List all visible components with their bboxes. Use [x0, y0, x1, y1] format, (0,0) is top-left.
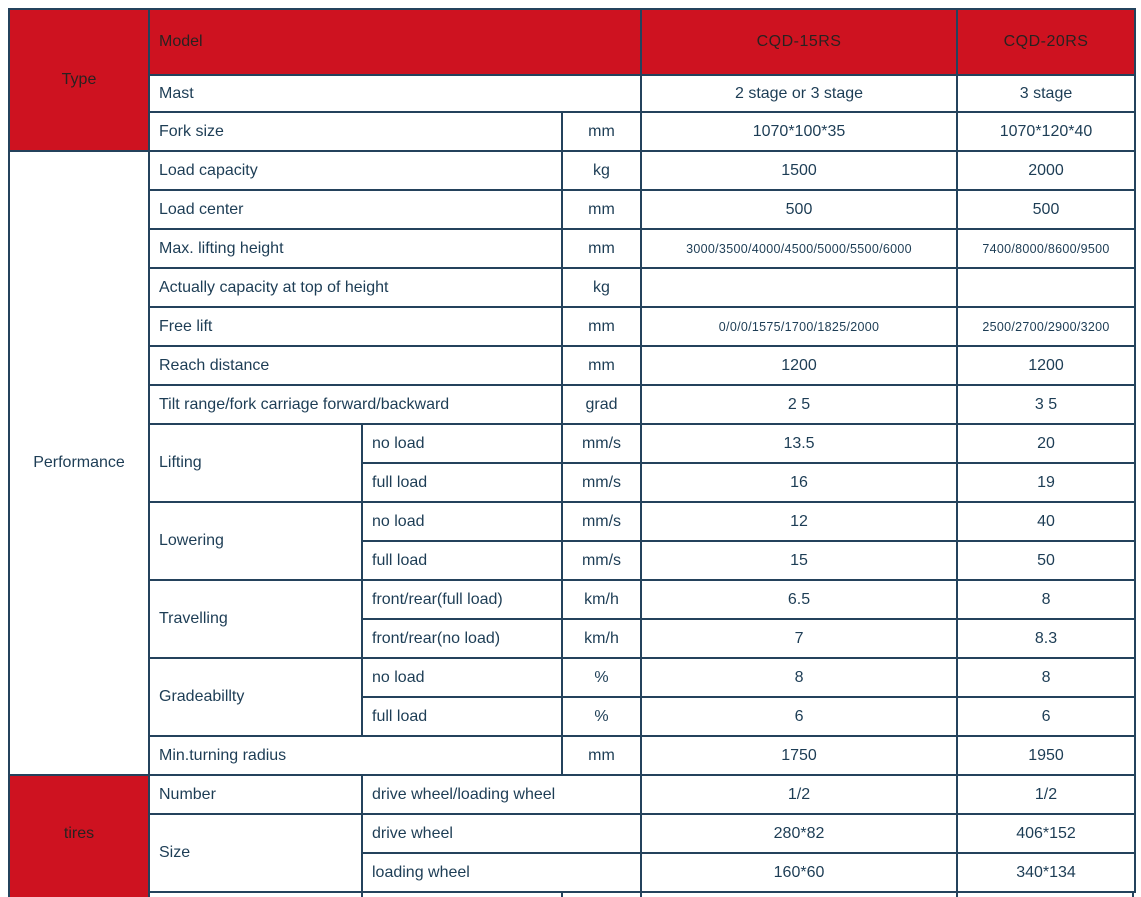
table-row — [9, 9, 1135, 75]
grid-line-stub — [361, 891, 363, 897]
table-row — [9, 775, 1135, 814]
table-row — [9, 658, 1135, 697]
cell-load-capacity-label: Load capacity — [149, 151, 562, 190]
cell-mast-v1: 2 stage or 3 stage — [641, 75, 957, 112]
cell-max-lifting-height-v1: 3000/3500/4000/4500/5000/5500/6000 — [641, 229, 957, 268]
cell-mast-label: Mast — [149, 75, 641, 112]
cell-reach-distance-v2: 1200 — [957, 346, 1135, 385]
cell-gradeability-no-load-label: no load — [362, 658, 562, 697]
cell-load-center-v1: 500 — [641, 190, 957, 229]
table-row — [9, 229, 1135, 268]
cell-lifting-full-load-v1: 16 — [641, 463, 957, 502]
cell-actual-capacity-label: Actually capacity at top of height — [149, 268, 562, 307]
table-row — [9, 385, 1135, 424]
cell-min-turning-radius-v1: 1750 — [641, 736, 957, 775]
cell-load-center-label: Load center — [149, 190, 562, 229]
spec-table — [8, 8, 1136, 893]
cell-free-lift-unit: mm — [562, 307, 641, 346]
cell-size-loading-wheel-label: loading wheel — [362, 853, 641, 892]
cell-fork-size-unit: mm — [562, 112, 641, 151]
grid-line-stub — [640, 891, 642, 897]
cell-min-turning-radius-v2: 1950 — [957, 736, 1135, 775]
table-row — [9, 112, 1135, 151]
cell-tilt-range-unit: grad — [562, 385, 641, 424]
cell-travelling-no-load-unit: km/h — [562, 619, 641, 658]
grid-line-stub — [561, 891, 563, 897]
cell-load-capacity-unit: kg — [562, 151, 641, 190]
cell-lowering-full-load-v1: 15 — [641, 541, 957, 580]
table-row — [9, 307, 1135, 346]
cell-free-lift-label: Free lift — [149, 307, 562, 346]
cell-load-capacity-v2: 2000 — [957, 151, 1135, 190]
cell-tilt-range-label: Tilt range/fork carriage forward/backward — [149, 385, 562, 424]
cell-fork-size-v2: 1070*120*40 — [957, 112, 1135, 151]
cell-lowering-full-load-unit: mm/s — [562, 541, 641, 580]
cell-travelling-full-load-v1: 6.5 — [641, 580, 957, 619]
cell-gradeability-no-load-v1: 8 — [641, 658, 957, 697]
cell-gradeability-no-load-unit: % — [562, 658, 641, 697]
cell-model-cqd15rs: CQD-15RS — [641, 9, 957, 75]
cell-lifting-no-load-v1: 13.5 — [641, 424, 957, 463]
cell-travelling-no-load-label: front/rear(no load) — [362, 619, 562, 658]
cell-group-performance: Performance — [9, 151, 149, 775]
cell-lifting-no-load-label: no load — [362, 424, 562, 463]
cell-load-center-v2: 500 — [957, 190, 1135, 229]
grid-line-stub — [1132, 891, 1134, 897]
cell-gradeability-full-load-unit: % — [562, 697, 641, 736]
cell-travelling-full-load-unit: km/h — [562, 580, 641, 619]
cell-lowering-label: Lowering — [149, 502, 362, 580]
cell-lifting-no-load-unit: mm/s — [562, 424, 641, 463]
grid-line-stub — [148, 891, 150, 897]
cell-travelling-full-load-v2: 8 — [957, 580, 1135, 619]
cell-lifting-full-load-unit: mm/s — [562, 463, 641, 502]
cell-lowering-no-load-v1: 12 — [641, 502, 957, 541]
cell-lifting-label: Lifting — [149, 424, 362, 502]
table-row — [9, 268, 1135, 307]
cell-lowering-no-load-label: no load — [362, 502, 562, 541]
cell-size-loading-wheel-v1: 160*60 — [641, 853, 957, 892]
cell-travelling-no-load-v1: 7 — [641, 619, 957, 658]
cell-load-capacity-v1: 1500 — [641, 151, 957, 190]
cell-travelling-full-load-label: front/rear(full load) — [362, 580, 562, 619]
cell-load-center-unit: mm — [562, 190, 641, 229]
cell-model-cqd20rs: CQD-20RS — [957, 9, 1135, 75]
cell-model-label: Model — [149, 9, 641, 75]
cell-number-sub-label: drive wheel/loading wheel — [362, 775, 641, 814]
cell-number-label: Number — [149, 775, 362, 814]
cell-number-v1: 1/2 — [641, 775, 957, 814]
cell-number-v2: 1/2 — [957, 775, 1135, 814]
table-row — [9, 736, 1135, 775]
cell-tilt-range-v1: 2 5 — [641, 385, 957, 424]
cell-free-lift-v1: 0/0/0/1575/1700/1825/2000 — [641, 307, 957, 346]
cell-actual-capacity-v2 — [957, 268, 1135, 307]
cell-lowering-full-load-v2: 50 — [957, 541, 1135, 580]
tires-cell-crop — [8, 891, 150, 897]
cropped-next-row — [8, 891, 1134, 897]
cell-max-lifting-height-v2: 7400/8000/8600/9500 — [957, 229, 1135, 268]
table-row — [9, 580, 1135, 619]
table-row — [9, 346, 1135, 385]
cell-mast-v2: 3 stage — [957, 75, 1135, 112]
cell-max-lifting-height-label: Max. lifting height — [149, 229, 562, 268]
table-row — [9, 502, 1135, 541]
table-row — [9, 75, 1135, 112]
cell-lowering-full-load-label: full load — [362, 541, 562, 580]
cell-size-drive-wheel-v1: 280*82 — [641, 814, 957, 853]
cell-reach-distance-unit: mm — [562, 346, 641, 385]
cell-actual-capacity-unit: kg — [562, 268, 641, 307]
grid-line-stub — [956, 891, 958, 897]
cell-lifting-no-load-v2: 20 — [957, 424, 1135, 463]
table-row — [9, 424, 1135, 463]
cell-reach-distance-v1: 1200 — [641, 346, 957, 385]
cell-group-type: Type — [9, 9, 149, 151]
grid-line-stub — [8, 891, 10, 897]
cell-min-turning-radius-label: Min.turning radius — [149, 736, 562, 775]
cell-size-drive-wheel-label: drive wheel — [362, 814, 641, 853]
cell-max-lifting-height-unit: mm — [562, 229, 641, 268]
cell-lifting-full-load-v2: 19 — [957, 463, 1135, 502]
cell-fork-size-v1: 1070*100*35 — [641, 112, 957, 151]
cell-size-drive-wheel-v2: 406*152 — [957, 814, 1135, 853]
cell-gradeability-label: Gradeabillty — [149, 658, 362, 736]
cell-lifting-full-load-label: full load — [362, 463, 562, 502]
cell-fork-size-label: Fork size — [149, 112, 562, 151]
cell-tilt-range-v2: 3 5 — [957, 385, 1135, 424]
cell-size-label: Size — [149, 814, 362, 892]
cell-lowering-no-load-v2: 40 — [957, 502, 1135, 541]
cell-size-loading-wheel-v2: 340*134 — [957, 853, 1135, 892]
table-row — [9, 151, 1135, 190]
cell-min-turning-radius-unit: mm — [562, 736, 641, 775]
cell-travelling-label: Travelling — [149, 580, 362, 658]
table-row — [9, 190, 1135, 229]
cell-gradeability-no-load-v2: 8 — [957, 658, 1135, 697]
cell-travelling-no-load-v2: 8.3 — [957, 619, 1135, 658]
cell-group-tires: tires — [9, 775, 149, 892]
cell-free-lift-v2: 2500/2700/2900/3200 — [957, 307, 1135, 346]
cell-lowering-no-load-unit: mm/s — [562, 502, 641, 541]
table-row — [9, 814, 1135, 853]
cell-gradeability-full-load-v1: 6 — [641, 697, 957, 736]
cell-actual-capacity-v1 — [641, 268, 957, 307]
cell-gradeability-full-load-label: full load — [362, 697, 562, 736]
cell-reach-distance-label: Reach distance — [149, 346, 562, 385]
cell-gradeability-full-load-v2: 6 — [957, 697, 1135, 736]
